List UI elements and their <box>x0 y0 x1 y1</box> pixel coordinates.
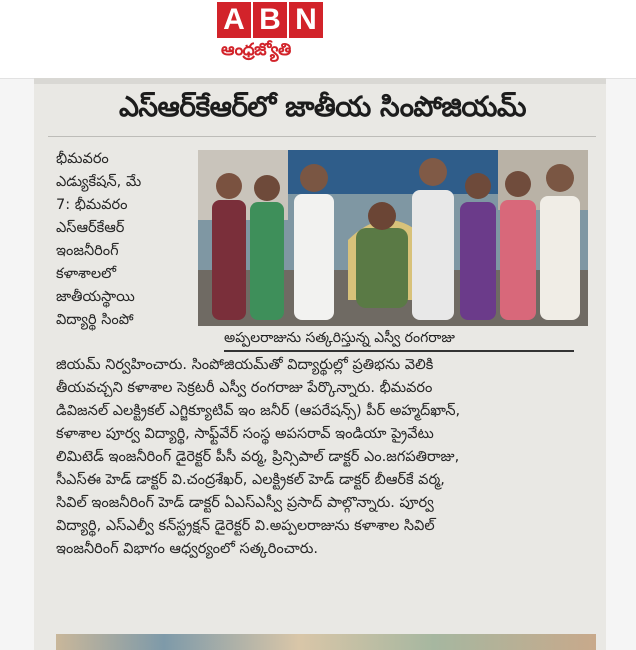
intro-line: 7: భీమవరం <box>56 197 128 213</box>
logo-letters <box>217 2 327 38</box>
article-body <box>56 354 596 561</box>
body-line: తీయవచ్చని కళాశాల సెక్రటరీ ఎస్వీ రంగరాజు పేర్కొన్నారు. భీమవరం <box>56 380 433 396</box>
top-header-bar <box>0 0 636 79</box>
logo-letter-n: N <box>289 2 323 38</box>
newspaper-clipping <box>34 78 606 650</box>
article-headline: ఎస్ఆర్‌కేఆర్‌లో జాతీయ సింపోజియమ్ <box>118 90 527 123</box>
intro-line: విద్యార్థి సింపో <box>56 312 134 328</box>
intro-line: కళాశాలలో <box>56 266 117 282</box>
body-line: సివిల్ ఇంజనీరింగ్ హెడ్ డాక్టర్ ఏఎస్ఎస్వీ ప్రసాద్ పాల్గొన్నారు. పూర్వ <box>56 495 434 511</box>
felicitation-photo <box>198 150 588 326</box>
body-line: లిమిటెడ్ ఇంజనీరింగ్ డైరెక్టర్ పీసీ వర్మ, ప్రిన్సిపాల్ డాక్టర్ ఎం.జగపతిరాజు, <box>56 449 460 465</box>
logo-subtitle: ఆంధ్రజ్యోతి <box>221 40 291 60</box>
intro-line: భీమవరం <box>56 151 109 167</box>
article-intro-column <box>56 148 204 332</box>
body-line: సీఎస్ఈ హెడ్ డాక్టర్ వి.చంద్రశేఖర్, ఎలక్ట్రికల్ హెడ్ డాక్టర్ బీఆర్‌కే వర్మ, <box>56 472 445 488</box>
body-line: ఇంజనీరింగ్ విభాగం ఆధ్వర్యంలో సత్కరించారు. <box>56 541 318 557</box>
body-line: డివిజనల్ ఎలక్ట్రికల్ ఎగ్జిక్యూటివ్ ఇం జనీర్ (ఆపరేషన్స్) పీర్ అహ్మద్‌ఖాన్, <box>56 403 461 419</box>
next-article-photo-strip <box>56 634 596 650</box>
intro-line: ఎస్ఆర్‌కేఆర్ <box>56 220 125 236</box>
photo-illustration <box>198 150 588 326</box>
abn-andhrajyothy-logo[interactable] <box>217 2 327 68</box>
photo-caption: అప్పలరాజును సత్కరిస్తున్న ఎస్వీ రంగరాజు <box>224 330 574 352</box>
intro-line: ఎడ్యుకేషన్, మే <box>56 174 142 190</box>
intro-line: జాతీయస్థాయి <box>56 289 135 305</box>
body-line: జియమ్ నిర్వహించారు. సింపోజియమ్‌తో విద్యార్థుల్లో ప్రతిభను వెలికి <box>56 357 434 373</box>
logo-letter-b: B <box>253 2 287 38</box>
body-line: విద్యార్థి, ఎస్ఎల్వీ కన్‌స్ట్రక్షన్ డైరెక్టర్ వి.అప్పలరాజును కళాశాల సివిల్ <box>56 518 435 534</box>
body-line: కళాశాల పూర్వ విద్యార్థి, సాఫ్ట్‌వేర్ సంస్థ అపసరావ్ ఇండియా ప్రైవేటు <box>56 426 434 442</box>
intro-line: ఇంజనీరింగ్ <box>56 243 119 259</box>
clipping-top-band <box>34 78 606 84</box>
logo-letter-a: A <box>217 2 251 38</box>
headline-divider <box>48 136 596 137</box>
